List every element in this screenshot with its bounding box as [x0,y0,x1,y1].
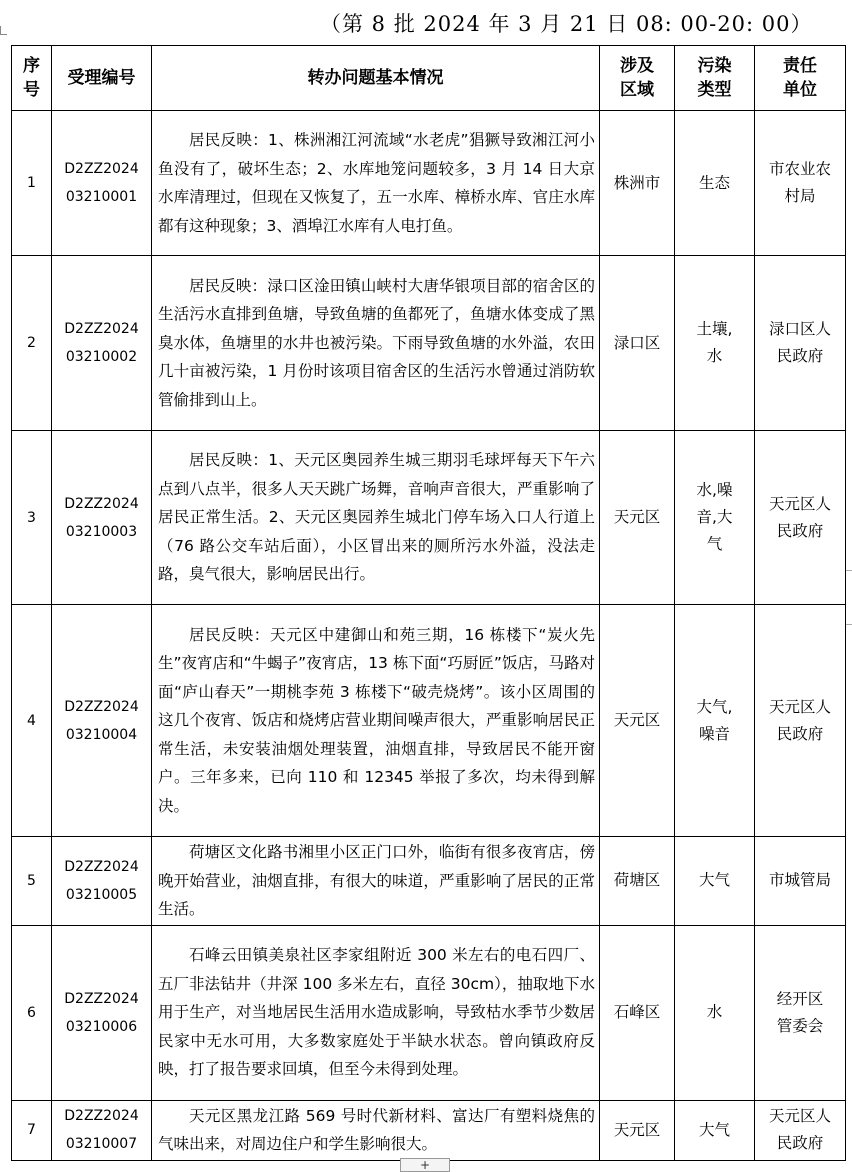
row-description: 居民反映：天元区中建御山和苑三期，16 栋楼下“炭火先生”夜宵店和“牛蝎子”夜宵店，13 栋下面“巧厨匠”饭店，马路对面“庐山春天”一期桃李苑 3 栋楼下“破壳烧烤”。该小区周围的这几个夜宵、饭店和烧烤店营业期间噪声很大，严重影响居民正常生活，未安装油烟处理装置，油烟直排，导致居民不能开窗户。三年多来，已向 110 和 12345 举报了多次，均未得到解决。 [152,605,600,837]
row-region: 株洲市 [600,111,675,256]
add-row-button[interactable]: + [400,1158,450,1172]
row-no: 2 [12,256,52,431]
row-region: 天元区 [600,605,675,837]
corner-mark [0,26,7,35]
header-desc: 转办问题基本情况 [152,46,600,111]
row-no: 7 [12,1100,52,1160]
row-description: 荷塘区文化路书湘里小区正门口外，临街有很多夜宵店，傍晚开始营业，油烟直排，有很大的味道，严重影响了居民的正常生活。 [152,837,600,926]
row-pollution: 大气 [675,837,755,926]
header-dept: 责任单位 [755,46,846,111]
row-no: 6 [12,925,52,1100]
row-pollution: 大气,噪音 [675,605,755,837]
row-code: D2ZZ2024 03210004 [52,605,152,837]
row-dept: 天元区人民政府 [755,431,846,605]
row-code: D2ZZ2024 03210001 [52,111,152,256]
row-dept: 经开区管委会 [755,925,846,1100]
batch-title: （第 8 批 2024 年 3 月 21 日 08: 00-20: 00） [320,12,813,36]
row-code: D2ZZ2024 03210007 [52,1100,152,1160]
table-row [12,431,846,605]
table-row [12,605,846,837]
row-description: 居民反映：1、天元区奥园养生城三期羽毛球坪每天下午六点到八点半，很多人天天跳广场舞，音响声音很大，严重影响了居民正常生活。2、天元区奥园养生城北门停车场入口人行道上（76 路公交车站后面），小区冒出来的厕所污水外溢，没法走路，臭气很大，影响居民出行。 [152,431,600,605]
row-no: 4 [12,605,52,837]
row-description: 居民反映：渌口区淦田镇山峡村大唐华银项目部的宿舍区的生活污水直排到鱼塘，导致鱼塘的鱼都死了，鱼塘水体变成了黑臭水体，鱼塘里的水井也被污染。下雨导致鱼塘的水外溢，农田几十亩被污染，1 月份时该项目宿舍区的生活污水曾通过消防软管偷排到山上。 [152,256,600,431]
row-region: 荷塘区 [600,837,675,926]
row-pollution: 水,噪音,大气 [675,431,755,605]
header-code: 受理编号 [52,46,152,111]
row-dept: 市城管局 [755,837,846,926]
row-code: D2ZZ2024 03210002 [52,256,152,431]
header-pollution: 污染类型 [675,46,755,111]
row-description: 居民反映：1、株洲湘江河流域“水老虎”猖獗导致湘江河小鱼没有了，破坏生态；2、水库地笼问题较多，3 月 14 日大京水库清理过，但现在又恢复了，五一水库、樟桥水库、官庄水库都有这种现象；3、酒埠江水库有人电打鱼。 [152,111,600,256]
row-dept: 市农业农村局 [755,111,846,256]
row-region: 石峰区 [600,925,675,1100]
row-code: D2ZZ2024 03210005 [52,837,152,926]
row-no: 1 [12,111,52,256]
row-pollution: 土壤,水 [675,256,755,431]
row-no: 3 [12,431,52,605]
row-region: 天元区 [600,1100,675,1160]
row-region: 渌口区 [600,256,675,431]
row-dept: 渌口区人民政府 [755,256,846,431]
header-no: 序号 [12,46,52,111]
row-description: 石峰云田镇美泉社区李家组附近 300 米左右的电石四厂、五厂非法钻井（井深 100 多米左右，直径 30cm），抽取地下水用于生产，对当地居民生活用水造成影响，导致枯水季节少数居民家中无水可用，大多数家庭处于半缺水状态。曾向镇政府反映，打了报告要求回填，但至今未得到处理。 [152,925,600,1100]
table-row [12,925,846,1100]
table-row [12,1100,846,1160]
row-code: D2ZZ2024 03210003 [52,431,152,605]
table-header-row [12,46,846,111]
row-region: 天元区 [600,431,675,605]
header-region: 涉及区域 [600,46,675,111]
table-row [12,256,846,431]
row-no: 5 [12,837,52,926]
row-code: D2ZZ2024 03210006 [52,925,152,1100]
row-description: 天元区黑龙江路 569 号时代新材料、富达厂有塑料烧焦的气味出来，对周边住户和学生影响很大。 [152,1100,600,1160]
table-row [12,837,846,926]
margin-mark [846,570,852,577]
row-dept: 天元区人民政府 [755,1100,846,1160]
complaint-table [11,45,846,1161]
table-row [12,111,846,256]
margin-mark [846,624,852,631]
row-pollution: 大气 [675,1100,755,1160]
row-pollution: 生态 [675,111,755,256]
row-pollution: 水 [675,925,755,1100]
row-dept: 天元区人民政府 [755,605,846,837]
